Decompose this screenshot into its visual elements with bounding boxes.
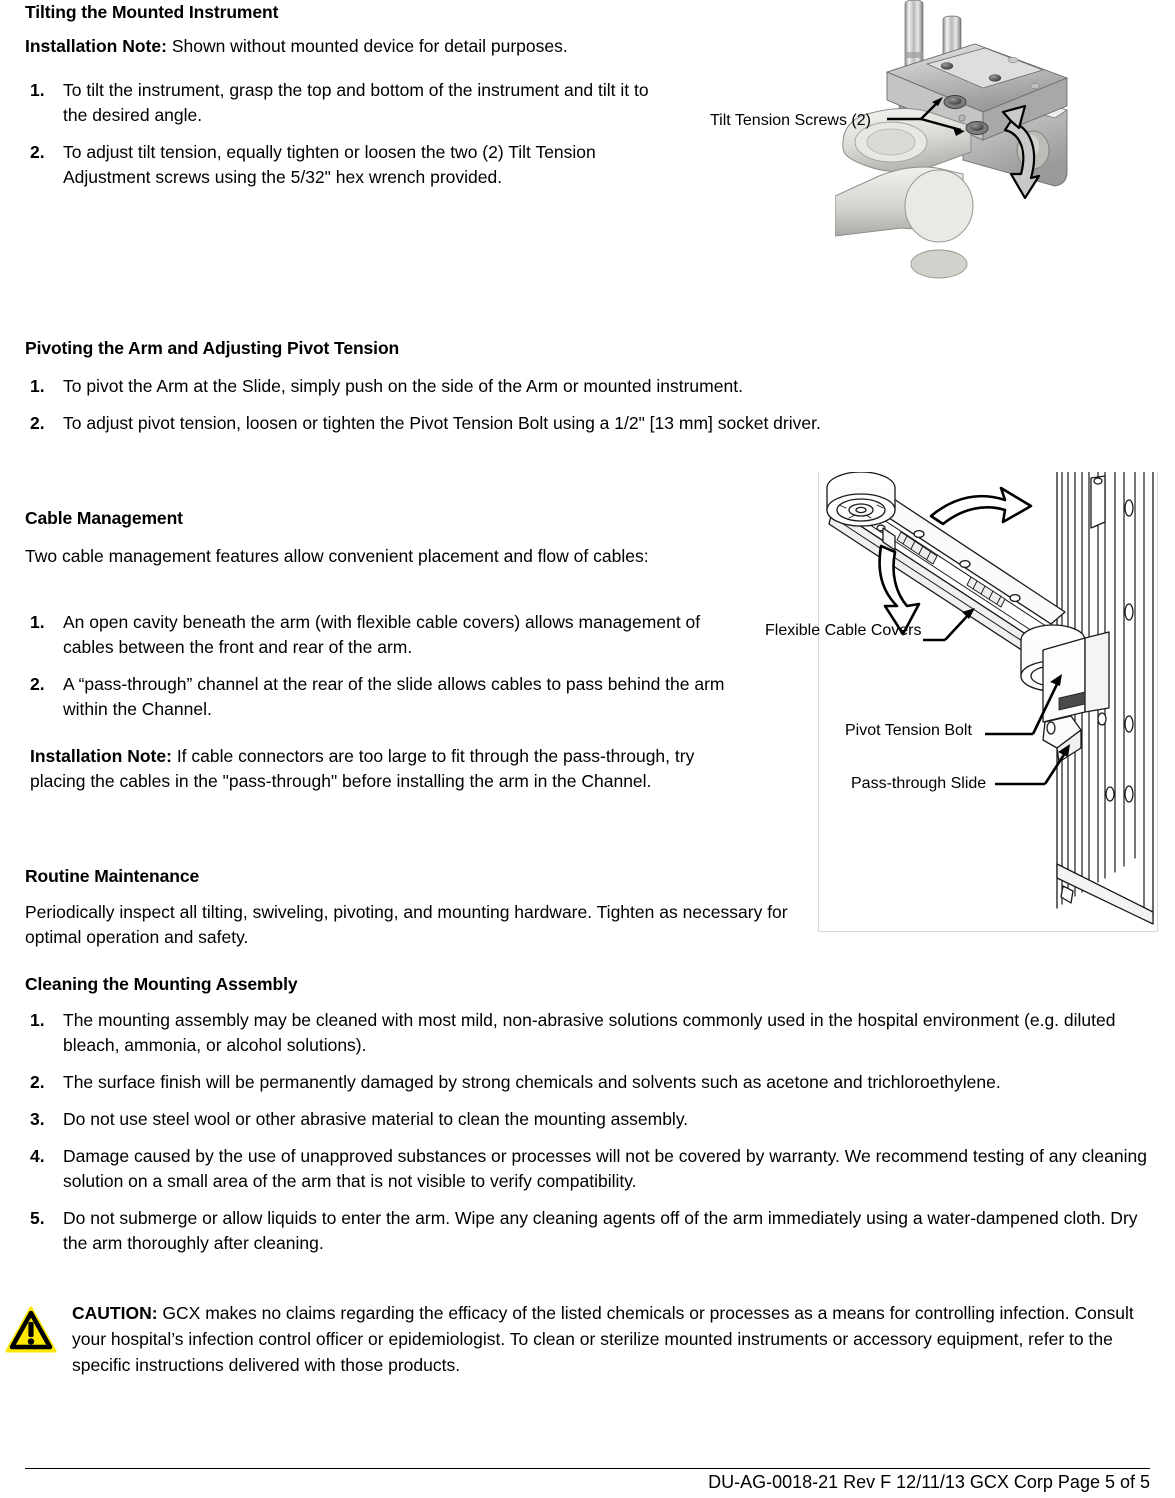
callout-pass-through-slide: Pass-through Slide <box>851 775 987 792</box>
installation-note-label: Installation Note: <box>25 36 167 56</box>
list-cable-management-steps <box>30 610 745 794</box>
list-item-number: 3. <box>30 1109 45 1129</box>
caution-text <box>72 1300 1147 1378</box>
list-item-text: An open cavity beneath the arm (with flexible cable covers) allows management of cables between the front and rear of the arm. <box>63 612 701 657</box>
list-item-number: 2. <box>30 413 45 433</box>
list-item <box>30 1144 1150 1194</box>
list-item-number: 1. <box>30 376 45 396</box>
caution-body: GCX makes no claims regarding the efficacy of the listed chemicals or processes as a means for controlling infection. Consult your hospital’s infection control officer or epidemiologist. To clean or sterilize mounted instruments or accessory equipment, refer to the specific instructions delivered with those products. <box>72 1303 1134 1375</box>
heading-routine-maintenance: Routine Maintenance <box>25 866 200 886</box>
figure-arm-and-channel-drawing <box>818 472 1158 932</box>
callout-pivot-tension-bolt: Pivot Tension Bolt <box>845 722 972 739</box>
list-item-text: Do not submerge or allow liquids to enter the arm. Wipe any cleaning agents off of the arm immediately using a water-dampened cloth. Dry the arm thoroughly after cleaning. <box>63 1208 1138 1253</box>
installation-note-label: Installation Note: <box>30 746 172 766</box>
list-item-text: To pivot the Arm at the Slide, simply push on the side of the Arm or mounted instrument. <box>63 376 743 396</box>
list-item <box>30 411 1030 436</box>
list-item <box>30 140 670 190</box>
list-cleaning-steps <box>30 1008 1150 1256</box>
list-item-number: 1. <box>30 1010 45 1030</box>
footer-divider <box>25 1468 1150 1469</box>
list-item-text: A “pass-through” channel at the rear of the slide allows cables to pass behind the arm within the Channel. <box>63 674 725 719</box>
cable-management-intro: Two cable management features allow convenient placement and flow of cables: <box>25 546 649 566</box>
list-item <box>30 1070 1150 1095</box>
list-item-number: 2. <box>30 674 45 694</box>
callout-tilt-tension-screws: Tilt Tension Screws (2) <box>710 112 871 129</box>
installation-note-body: If cable connectors are too large to fit through the pass-through, try placing the cables in the "pass-through" before installing the arm in the Channel. <box>30 746 695 791</box>
list-item-number: 4. <box>30 1146 45 1166</box>
list-item-number: 2. <box>30 142 45 162</box>
routine-maintenance-body: Periodically inspect all tilting, swiveling, pivoting, and mounting hardware. Tighten as necessary for optimal operation and safety. <box>25 902 788 947</box>
list-item-number: 1. <box>30 80 45 100</box>
list-item-text: The surface finish will be permanently damaged by strong chemicals and solvents such as acetone and trichloroethylene. <box>63 1072 1001 1092</box>
installation-note-body: Shown without mounted device for detail purposes. <box>166 36 568 56</box>
list-item <box>30 610 745 660</box>
list-item-text: Damage caused by the use of unapproved substances or processes will not be covered by warranty. We recommend testing of any cleaning solution on a small area of the arm that is not visible to verify compatibility. <box>63 1146 1147 1191</box>
heading-cable-management: Cable Management <box>25 508 183 528</box>
callout-flexible-cable-covers: Flexible Cable Covers <box>765 622 922 639</box>
list-item <box>30 1206 1150 1256</box>
footer-text: DU-AG-0018-21 Rev F 12/11/13 GCX Corp Page 5 of 5 <box>708 1472 1150 1492</box>
list-item-text: The mounting assembly may be cleaned with most mild, non-abrasive solutions commonly used in the hospital environment (e.g. diluted bleach, ammonia, or alcohol solutions). <box>63 1010 1116 1055</box>
list-item <box>30 1107 1150 1132</box>
list-item-text: To adjust pivot tension, loosen or tighten the Pivot Tension Bolt using a 1/2" [13 mm] socket driver. <box>63 413 821 433</box>
list-item <box>30 374 1030 399</box>
list-pivoting-steps <box>30 374 1030 436</box>
list-item-number: 1. <box>30 612 45 632</box>
installation-note-cable-management <box>30 744 745 794</box>
list-item-number: 5. <box>30 1208 45 1228</box>
list-item-text: To adjust tilt tension, equally tighten or loosen the two (2) Tilt Tension Adjustment screws using the 5/32" hex wrench provided. <box>63 142 596 187</box>
warning-triangle-icon <box>5 1306 57 1354</box>
list-item <box>30 672 745 722</box>
heading-tilting-the-mounted-instrument: Tilting the Mounted Instrument <box>25 2 279 22</box>
list-item <box>30 78 670 128</box>
heading-pivoting-the-arm: Pivoting the Arm and Adjusting Pivot Tension <box>25 338 400 358</box>
list-item-text: To tilt the instrument, grasp the top and bottom of the instrument and tilt it to the desired angle. <box>63 80 649 125</box>
list-item-text: Do not use steel wool or other abrasive material to clean the mounting assembly. <box>63 1109 689 1129</box>
list-tilting-steps <box>30 78 670 190</box>
heading-cleaning-the-mounting-assembly: Cleaning the Mounting Assembly <box>25 974 298 994</box>
figure-tilt-head-photo <box>835 0 1175 300</box>
caution-label: CAUTION: <box>72 1303 158 1323</box>
list-item <box>30 1008 1150 1058</box>
caution-block <box>5 1300 1165 1378</box>
list-item-number: 2. <box>30 1072 45 1092</box>
installation-note-tilting <box>25 34 725 59</box>
